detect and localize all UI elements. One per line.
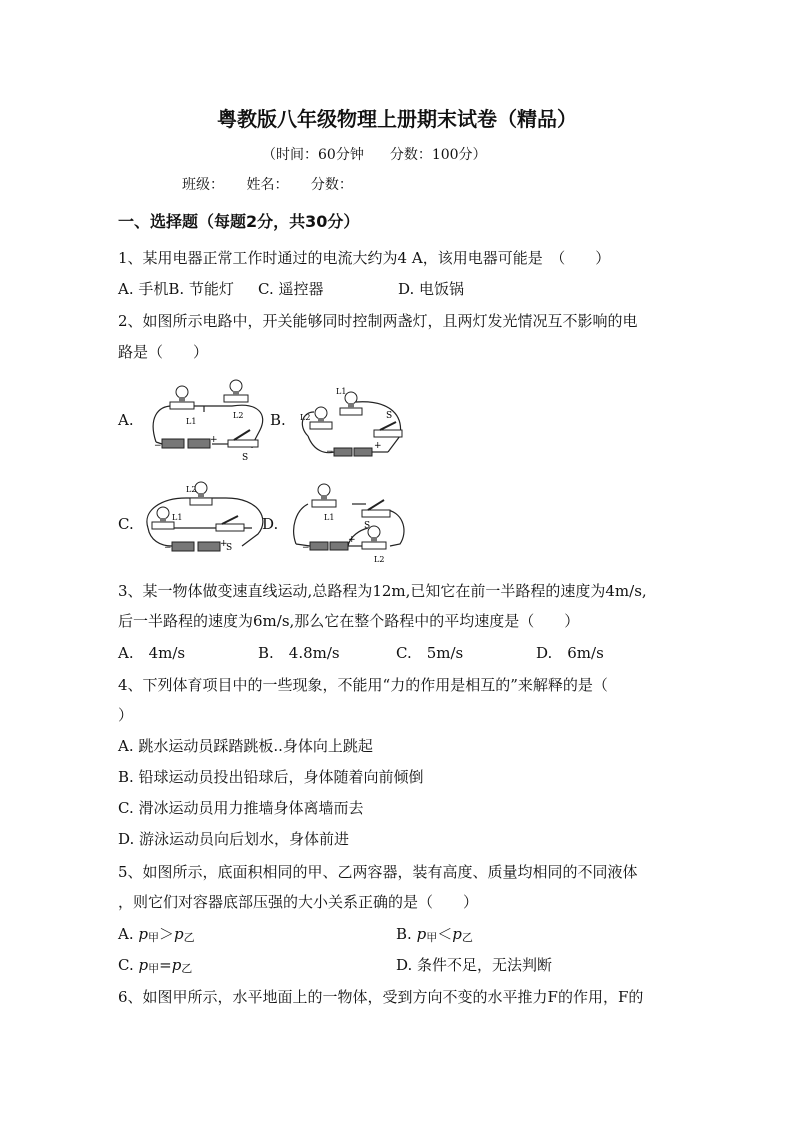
bulb-icon <box>310 407 332 429</box>
q3-stem-line2: 后一半路程的速度为6m/s,那么它在整个路程中的平均速度是（ ） <box>118 612 580 630</box>
bulb-icon <box>152 507 174 529</box>
student-info-row <box>182 176 371 194</box>
l2-label: L2 <box>186 485 197 494</box>
switch-label: S <box>242 453 249 463</box>
q3-option-a: A. 4m/s <box>118 644 186 662</box>
minus-sign: − <box>164 543 172 553</box>
q4-stem-line1: 4、下列体育项目中的一些现象，不能用“力的作用是相互的”来解释的是（ <box>118 676 608 694</box>
minus-sign: − <box>154 441 162 451</box>
score-info: 分数：100分） <box>389 147 487 163</box>
q1-option-c: C. 遥控器 <box>258 280 324 298</box>
switch-label: S <box>226 543 233 553</box>
q3-option-d: D. 6m/s <box>536 644 604 662</box>
l1-label: L1 <box>186 417 197 426</box>
circuit-diagram-d <box>288 480 412 568</box>
exam-title: 粤教版八年级物理上册期末试卷（精品） <box>217 107 577 131</box>
q2-stem-line2: 路是（ ） <box>118 343 209 361</box>
exam-subtitle <box>262 146 487 164</box>
q2-label-c: C. <box>118 515 134 533</box>
q5-option-a: A. p甲＞p乙 <box>118 925 195 944</box>
l1-label: L1 <box>324 513 335 522</box>
battery-icon <box>310 542 348 550</box>
class-label: 班级： <box>182 177 224 193</box>
circuit-diagram-a <box>148 378 273 468</box>
q2-stem-line1: 2、如图所示电路中，开关能够同时控制两盏灯，且两灯发光情况互不影响的电 <box>118 312 638 330</box>
l2-label: L2 <box>300 413 311 422</box>
plus-sign: + <box>374 441 382 451</box>
q4-option-c: C. 滑冰运动员用力推墙身体离墙而去 <box>118 799 364 817</box>
minus-sign: − <box>302 543 310 553</box>
q4-stem-line2: ） <box>118 706 134 724</box>
bulb-icon <box>170 386 194 409</box>
l2-label: L2 <box>233 411 244 420</box>
q1-stem: 1、某用电器正常工作时通过的电流大约为4 A，该用电器可能是 （ ） <box>118 249 611 267</box>
switch-icon <box>374 422 402 437</box>
q4-option-b: B. 铅球运动员投出铅球后，身体随着向前倾倒 <box>118 768 424 786</box>
q3-stem-line1: 3、某一物体做变速直线运动,总路程为12m,已知它在前一半路程的速度为4m/s, <box>118 582 647 600</box>
q3-option-b: B. 4.8m/s <box>258 644 340 662</box>
q5-stem-line1: 5、如图所示，底面积相同的甲、乙两容器，装有高度、质量均相同的不同液体 <box>118 863 638 881</box>
plus-sign: + <box>210 435 218 445</box>
section-heading: 一、选择题（每题2分，共30分） <box>118 212 360 231</box>
q5-option-b: B. p甲＜p乙 <box>396 925 473 944</box>
q3-option-c: C. 5m/s <box>396 644 464 662</box>
q5-stem-line2: ，则它们对容器底部压强的大小关系正确的是（ ） <box>118 893 479 911</box>
q2-label-d: D. <box>262 515 279 533</box>
q4-option-d: D. 游泳运动员向后划水，身体前进 <box>118 830 350 848</box>
switch-label: S <box>386 411 393 421</box>
bulb-icon <box>312 484 336 507</box>
time-info: （时间：60分钟 <box>262 147 364 163</box>
l1-label: L1 <box>172 513 183 522</box>
plus-sign: + <box>348 535 356 545</box>
circuit-diagram-c <box>142 480 272 558</box>
battery-icon <box>162 439 210 448</box>
switch-icon <box>216 516 244 531</box>
switch-icon <box>228 430 258 447</box>
q1-option-ab: A. 手机B. 节能灯 <box>118 280 234 298</box>
bulb-icon <box>224 380 248 402</box>
switch-label: S <box>364 521 371 531</box>
q2-label-a: A. <box>118 411 134 429</box>
q5-option-d: D. 条件不足，无法判断 <box>396 956 553 974</box>
q2-label-b: B. <box>270 411 286 429</box>
switch-icon <box>362 500 390 517</box>
q1-option-d: D. 电饭锅 <box>398 280 465 298</box>
circuit-diagram-b <box>296 382 414 462</box>
minus-sign: − <box>326 447 334 457</box>
score-label: 分数： <box>310 177 353 193</box>
l2-label: L2 <box>374 555 385 564</box>
plus-sign: + <box>220 539 228 549</box>
q5-option-c: C. p甲=p乙 <box>118 956 193 975</box>
name-label: 姓名： <box>246 177 289 193</box>
q4-option-a: A. 跳水运动员踩踏跳板..身体向上跳起 <box>118 737 373 755</box>
battery-icon <box>334 448 372 456</box>
battery-icon <box>172 542 220 551</box>
l1-label: L1 <box>336 387 347 396</box>
q6-stem-line1: 6、如图甲所示，水平地面上的一物体，受到方向不变的水平推力F的作用，F的 <box>118 988 644 1006</box>
